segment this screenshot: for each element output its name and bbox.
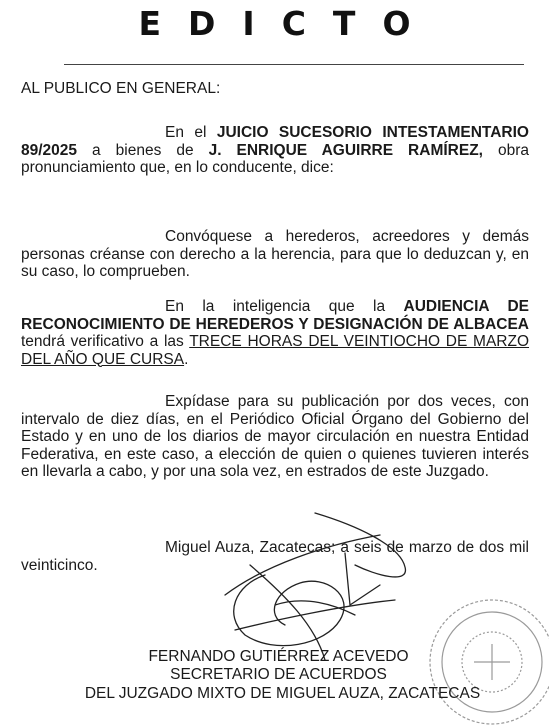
- hearing-date: TRECE HORAS DEL VEINTIOCHO DE MARZO DEL AÑO QUE CURSA: [21, 333, 530, 368]
- case-number: JUICIO SUCESORIO INTESTAMENTARIO 89/2025: [21, 124, 529, 159]
- signer-title: SECRETARIO DE ACUERDOS: [170, 666, 387, 683]
- case-text-1: En el: [165, 124, 217, 141]
- document-title: EDICTO: [138, 4, 438, 43]
- hearing-name: AUDIENCIA DE RECONOCIMIENTO DE HEREDEROS Y DESIGNACIÓN DE ALBACEA: [21, 298, 529, 333]
- signer-name: FERNANDO GUTIÉRREZ ACEVEDO: [148, 648, 409, 665]
- case-text-2: a bienes de: [77, 141, 209, 159]
- summons-text: Convóquese a herederos, acreedores y demás personas créanse con derecho a la herencia, para que lo deduzcan y, en su caso, lo comprueben.: [21, 228, 529, 280]
- publication-text: Expídase para su publicación por dos veces, con intervalo de diez días, en el Periódico Oficial Órgano del Gobierno del Estado y en uno de los diarios de mayor circulación en nuestra Entidad Federativa, en este caso, a elección de quien o quienes tuvieren interés en llevarla a cabo, y por una sola vez, en estrados de este Juzgado.: [21, 393, 529, 480]
- decedent-name: J. ENRIQUE AGUIRRE RAMÍREZ,: [208, 141, 483, 159]
- paragraph-hearing: [21, 298, 529, 368]
- hearing-text-2: tendrá verificativo a las: [21, 333, 190, 350]
- hearing-text-1: En la inteligencia que la: [165, 298, 404, 315]
- paragraph-publication: [21, 393, 529, 481]
- case-text-3: obra pronunciamiento que, en lo conducente, dice:: [21, 141, 529, 176]
- handwritten-signature: [205, 505, 415, 665]
- place-date-text: Miguel Auza, Zacatecas; a seis de marzo de dos mil veinticinco.: [21, 539, 529, 574]
- greeting: AL PUBLICO EN GENERAL:: [21, 80, 221, 97]
- paragraph-case: [21, 124, 529, 177]
- paragraph-summons: [21, 228, 529, 281]
- hearing-text-3: .: [184, 350, 189, 368]
- title-divider: [64, 64, 524, 65]
- signer-court: DEL JUZGADO MIXTO DE MIGUEL AUZA, ZACATECAS: [84, 685, 481, 702]
